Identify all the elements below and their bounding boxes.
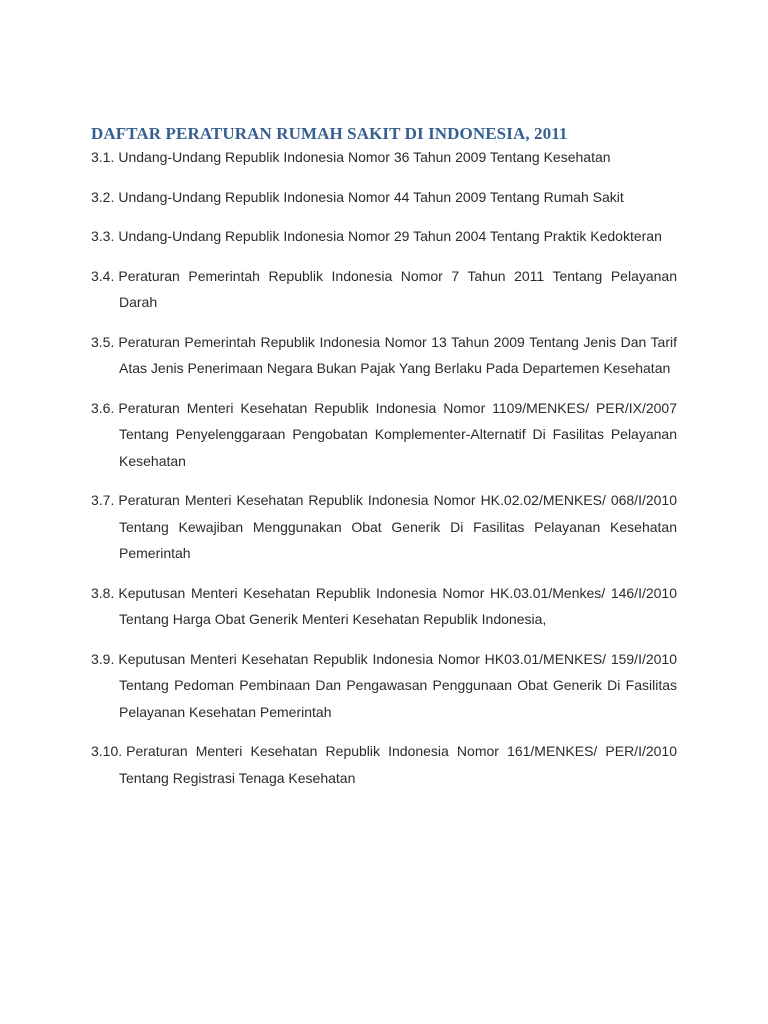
regulation-number: 3.1.: [91, 149, 115, 165]
regulation-item: [91, 144, 677, 171]
regulation-number: 3.4.: [91, 267, 115, 284]
regulation-text: Keputusan Menteri Kesehatan Republik Indonesia Nomor HK.03.01/Menkes/ 146/I/2010 Tentang Harga Obat Generik Menteri Kesehatan Republik Indonesia,: [118, 584, 677, 627]
regulation-number: 3.6.: [91, 399, 115, 416]
regulation-text: Peraturan Pemerintah Republik Indonesia Nomor 13 Tahun 2009 Tentang Jenis Dan Tarif Atas Jenis Penerimaan Negara Bukan Pajak Yang Berlaku Pada Departemen Kesehatan: [118, 333, 677, 376]
regulation-number: 3.2.: [91, 188, 115, 205]
document-title: DAFTAR PERATURAN RUMAH SAKIT DI INDONESIA, 2011: [91, 124, 568, 143]
regulation-text: Peraturan Menteri Kesehatan Republik Indonesia Nomor 1109/MENKES/ PER/IX/2007 Tentang Penyelenggaraan Pengobatan Komplementer-Alternatif Di Fasilitas Pelayanan Kesehatan: [118, 399, 677, 469]
document-content: [91, 123, 677, 804]
regulation-text: Peraturan Menteri Kesehatan Republik Indonesia Nomor 161/MENKES/ PER/I/2010 Tentang Registrasi Tenaga Kesehatan: [119, 743, 677, 786]
regulation-item: [91, 487, 677, 567]
regulation-number: 3.9.: [91, 650, 115, 667]
regulation-text: Undang-Undang Republik Indonesia Nomor 36 Tahun 2009 Tentang Kesehatan: [118, 149, 611, 165]
regulation-item: [91, 329, 677, 382]
regulation-number: 3.8.: [91, 584, 115, 601]
regulation-number: 3.10.: [91, 743, 123, 759]
regulation-item: [91, 646, 677, 726]
regulation-item: [91, 263, 677, 316]
regulation-list: [91, 144, 677, 791]
regulation-text: Peraturan Menteri Kesehatan Republik Indonesia Nomor HK.02.02/MENKES/ 068/I/2010 Tentang Kewajiban Menggunakan Obat Generik Di Fasilitas Pelayanan Kesehatan Pemerintah: [118, 492, 677, 561]
regulation-text: Keputusan Menteri Kesehatan Republik Indonesia Nomor HK03.01/MENKES/ 159/I/2010 Tentang Pedoman Pembinaan Dan Pengawasan Penggunaan Obat Generik Di Fasilitas Pelayanan Kesehatan Pemerintah: [118, 650, 677, 720]
regulation-number: 3.3.: [91, 228, 115, 244]
regulation-text: Peraturan Pemerintah Republik Indonesia Nomor 7 Tahun 2011 Tentang Pelayanan Darah: [118, 267, 677, 310]
regulation-item: [91, 184, 677, 211]
regulation-number: 3.5.: [91, 333, 115, 350]
regulation-number: 3.7.: [91, 492, 115, 508]
regulation-item: [91, 395, 677, 475]
regulation-text: Undang-Undang Republik Indonesia Nomor 44 Tahun 2009 Tentang Rumah Sakit: [118, 188, 624, 205]
regulation-item: [91, 223, 677, 250]
regulation-text: Undang-Undang Republik Indonesia Nomor 29 Tahun 2004 Tentang Praktik Kedokteran: [118, 228, 662, 244]
regulation-item: [91, 738, 677, 791]
regulation-item: [91, 580, 677, 633]
